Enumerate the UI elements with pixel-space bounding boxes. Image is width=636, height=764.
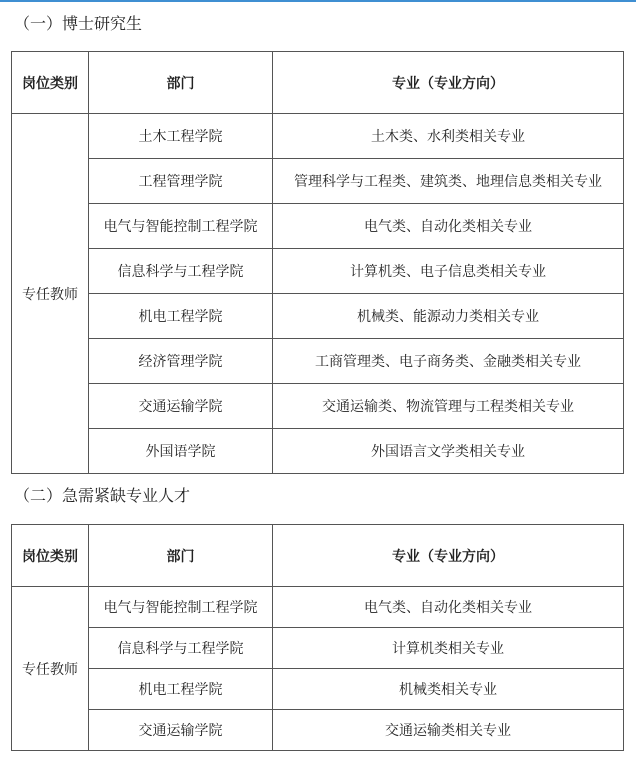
table-row [12,587,624,628]
dept-cell: 交通运输学院 [89,710,273,751]
major-cell: 电气类、自动化类相关专业 [273,204,624,249]
dept-cell: 电气与智能控制工程学院 [89,204,273,249]
major-cell: 机械类、能源动力类相关专业 [273,294,624,339]
dept-cell: 信息科学与工程学院 [89,249,273,294]
table-row [12,429,624,474]
table-header-row [12,52,624,114]
header-major: 专业（专业方向） [273,52,624,114]
dept-cell: 机电工程学院 [89,294,273,339]
table-row [12,204,624,249]
dept-cell: 外国语学院 [89,429,273,474]
header-dept: 部门 [89,525,273,587]
header-major: 专业（专业方向） [273,525,624,587]
major-cell: 工商管理类、电子商务类、金融类相关专业 [273,339,624,384]
dept-cell: 机电工程学院 [89,669,273,710]
table-row [12,159,624,204]
major-cell: 外国语言文学类相关专业 [273,429,624,474]
table-row [12,294,624,339]
dept-cell: 经济管理学院 [89,339,273,384]
role-cell: 专任教师 [12,587,89,751]
major-cell: 交通运输类相关专业 [273,710,624,751]
table-row [12,669,624,710]
dept-cell: 电气与智能控制工程学院 [89,587,273,628]
table-header-row [12,525,624,587]
dept-cell: 交通运输学院 [89,384,273,429]
urgent-positions-table [11,524,624,751]
major-cell: 电气类、自动化类相关专业 [273,587,624,628]
dept-cell: 工程管理学院 [89,159,273,204]
table-row [12,339,624,384]
table-row [12,384,624,429]
phd-positions-table [11,51,624,474]
header-role: 岗位类别 [12,525,89,587]
section-title-phd: （一）博士研究生 [14,14,143,33]
major-cell: 土木类、水利类相关专业 [273,114,624,159]
role-cell: 专任教师 [12,114,89,474]
major-cell: 计算机类、电子信息类相关专业 [273,249,624,294]
table-row [12,114,624,159]
major-cell: 管理科学与工程类、建筑类、地理信息类相关专业 [273,159,624,204]
header-role: 岗位类别 [12,52,89,114]
major-cell: 计算机类相关专业 [273,628,624,669]
section-title-urgent: （二）急需紧缺专业人才 [14,486,191,505]
dept-cell: 信息科学与工程学院 [89,628,273,669]
table-row [12,249,624,294]
table-row [12,628,624,669]
header-dept: 部门 [89,52,273,114]
major-cell: 交通运输类、物流管理与工程类相关专业 [273,384,624,429]
dept-cell: 土木工程学院 [89,114,273,159]
top-accent-line [0,0,636,2]
table-row [12,710,624,751]
major-cell: 机械类相关专业 [273,669,624,710]
